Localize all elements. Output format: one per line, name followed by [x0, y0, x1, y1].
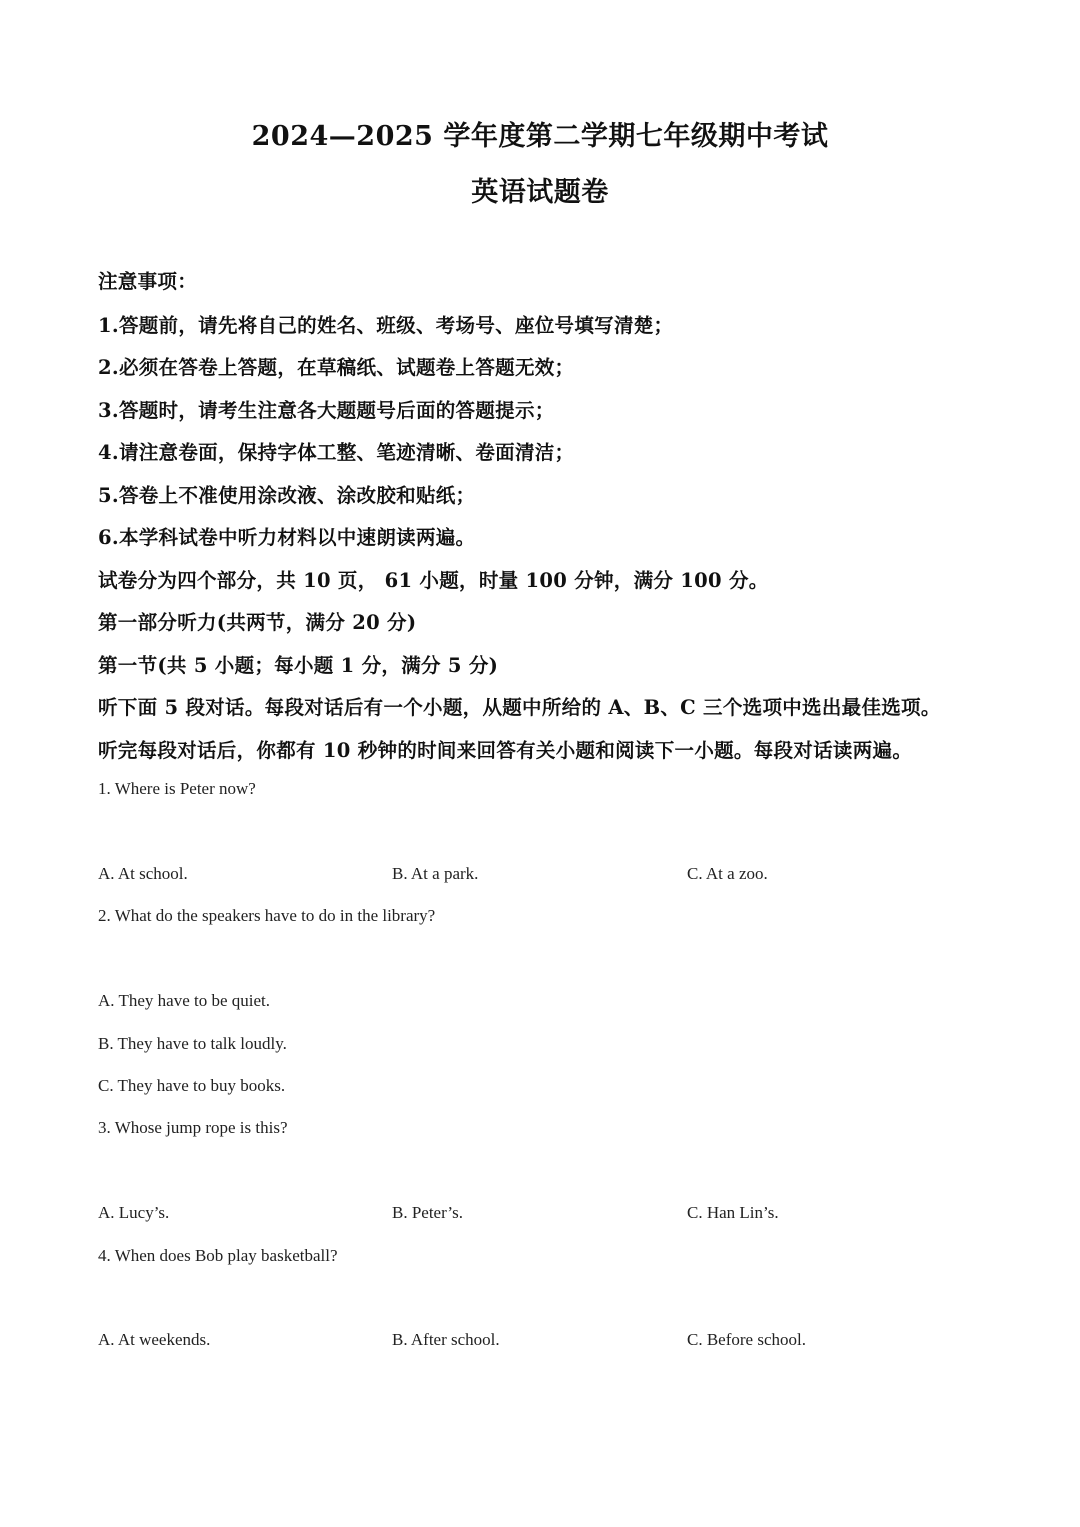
notice-item: 3.答题时，请考生注意各大题题号后面的答题提示；	[98, 399, 555, 422]
option-c: C. At a zoo.	[687, 864, 768, 883]
notice-item: 1.答题前，请先将自己的姓名、班级、考场号、座位号填写清楚；	[98, 314, 674, 337]
exam-title: 2024—2025 学年度第二学期七年级期中考试	[251, 121, 829, 152]
part-heading: 第一部分听力(共两节，满分 20 分)	[98, 611, 417, 634]
option-a: A. They have to be quiet.	[98, 991, 271, 1010]
option-a: A. At school.	[98, 864, 188, 883]
notice-heading: 注意事项：	[98, 270, 198, 293]
notice-item: 5.答卷上不准使用涂改液、涂改胶和贴纸；	[98, 484, 476, 507]
option-b: B. After school.	[392, 1330, 500, 1349]
question-stem: 2. What do the speakers have to do in the library?	[98, 906, 436, 925]
notice-item: 2.必须在答卷上答题，在草稿纸、试题卷上答题无效；	[98, 356, 575, 379]
exam-summary: 试卷分为四个部分，共 10 页， 61 小题，时量 100 分钟，满分 100 分。	[98, 569, 769, 592]
notice-item: 6.本学科试卷中听力材料以中速朗读两遍。	[98, 526, 476, 549]
option-c: C. They have to buy books.	[98, 1076, 286, 1095]
question-stem: 4. When does Bob play basketball?	[98, 1246, 338, 1265]
option-a: A. At weekends.	[98, 1330, 211, 1349]
option-c: C. Han Lin’s.	[687, 1203, 779, 1222]
question-stem: 3. Whose jump rope is this?	[98, 1118, 288, 1137]
exam-subtitle: 英语试题卷	[471, 177, 609, 208]
option-b: B. Peter’s.	[392, 1203, 463, 1222]
option-b: B. They have to talk loudly.	[98, 1034, 287, 1053]
question-stem: 1. Where is Peter now?	[98, 779, 256, 798]
instruction-line: 听完每段对话后，你都有 10 秒钟的时间来回答有关小题和阅读下一小题。每段对话读两遍。	[98, 739, 913, 762]
section-heading: 第一节(共 5 小题；每小题 1 分，满分 5 分)	[98, 654, 499, 677]
option-b: B. At a park.	[392, 864, 479, 883]
instruction-line: 听下面 5 段对话。每段对话后有一个小题，从题中所给的 A、B、C 三个选项中选出最佳选项。	[98, 696, 941, 719]
notice-item: 4.请注意卷面，保持字体工整、笔迹清晰、卷面清洁；	[98, 441, 575, 464]
option-c: C. Before school.	[687, 1330, 806, 1349]
option-a: A. Lucy’s.	[98, 1203, 170, 1222]
